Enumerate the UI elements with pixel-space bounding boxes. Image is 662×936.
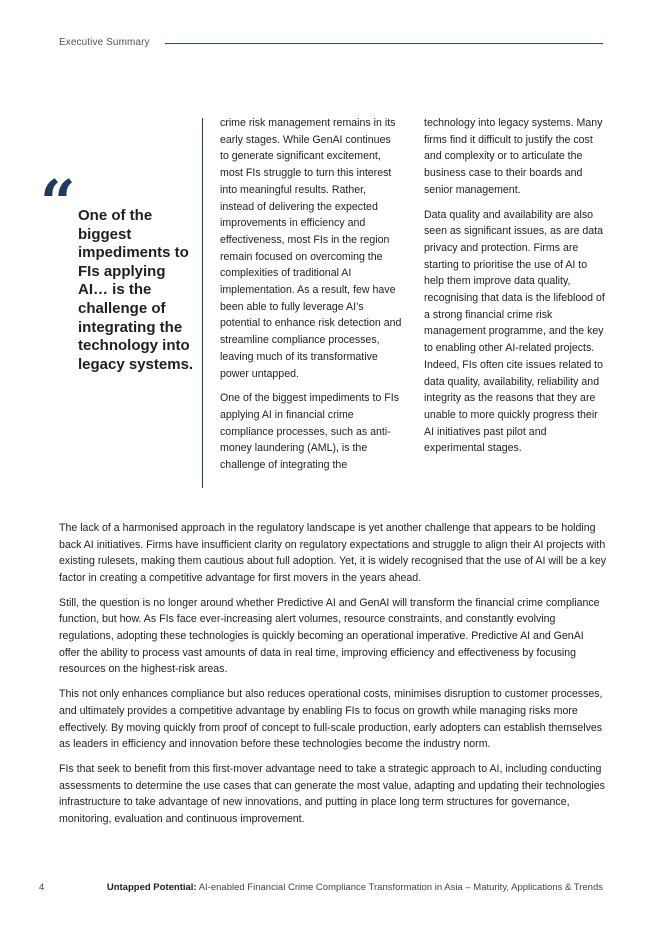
paragraph: crime risk management remains in its early stages. While GenAI continues to generate significant excitement, most FIs struggle to turn this interest into meaningful results. Rather, instead of delivering the expected improvements in efficiency and effectiveness, most FIs in the region remain focused on overcoming the complexities of traditional AI implementation. As a result, few have been able to fully leverage AI’s potential to enhance risk detection and streamline compliance processes, leaving much of its transformative power untapped. xyxy=(220,117,402,380)
header-divider xyxy=(165,43,603,44)
paragraph: The lack of a harmonised approach in the regulatory landscape is yet another challenge that appears to be holding back AI initiatives. Firms have insufficient clarity on regulatory expectations and struggle to align their AI projects with existing rulesets, making them cautious about full adoption. Yet, it is widely recognised that the use of AI will be a key factor in creating a competitive advantage for first movers in the years ahead. xyxy=(59,522,607,584)
footer-title-bold: Untapped Potential: xyxy=(106,882,197,893)
footer-title xyxy=(107,882,603,893)
pull-quote: One of the biggest impediments to FIs applying AI… is the challenge of integrating the technology into legacy systems. xyxy=(78,207,194,373)
footer-title-rest: AI-enabled Financial Crime Compliance Transformation in Asia – Maturity, Applications & Trends xyxy=(196,882,603,893)
text-column-right xyxy=(424,115,608,465)
paragraph: This not only enhances compliance but also reduces operational costs, minimises disruption to customer processes, and ultimately provides a competitive advantage by enabling FIs to focus on growth while managing risks more effectively. By moving quickly from proof of concept to full-scale production, early adopters can establish themselves as leaders in efficiency and innovation before these technologies become the industry norm. xyxy=(59,688,603,751)
text-column-middle xyxy=(220,115,402,482)
paragraph: One of the biggest impediments to FIs applying AI in financial crime compliance processes, such as anti-money laundering (AML), is the challenge of integrating the xyxy=(220,392,400,472)
page-number: 4 xyxy=(39,882,45,893)
pull-quote-divider xyxy=(202,118,203,488)
paragraph: Data quality and availability are also seen as significant issues, as are data privacy and protection. Firms are starting to prioritise the use of AI to help them improve data quality, recognising that data is the lifeblood of a strong financial crime risk management programme, and the key to enabling other AI-related projects. Indeed, FIs often cite issues related to data quality, availability, reliability and integrity as the reasons that they are unable to more quickly progress their AI initiatives past pilot and experimental stages. xyxy=(424,208,605,455)
paragraph: technology into legacy systems. Many firms find it difficult to justify the cost and complexity or to articulate the business case to their boards and senior management. xyxy=(424,117,603,196)
quote-mark-icon: “ xyxy=(40,166,76,239)
body-text xyxy=(59,520,607,836)
paragraph: Still, the question is no longer around whether Predictive AI and GenAI will transform the financial crime compliance function, but how. As FIs face ever-increasing alert volumes, resource constraints, and constantly evolving regulations, adopting these technologies is quickly becoming an operational imperative. Predictive AI and GenAI offer the ability to process vast amounts of data in real time, improving efficiency and effectiveness by focusing resources on the highest-risk areas. xyxy=(59,596,600,676)
paragraph: FIs that seek to benefit from this first-mover advantage need to take a strategic approach to AI, including conducting assessments to determine the use cases that can generate the most value, adapting and updating their technologies infrastructure to take advantage of new innovations, and putting in place long term structures for governance, monitoring, evaluation and continuous improvement. xyxy=(59,763,605,825)
section-label: Executive Summary xyxy=(59,37,150,48)
